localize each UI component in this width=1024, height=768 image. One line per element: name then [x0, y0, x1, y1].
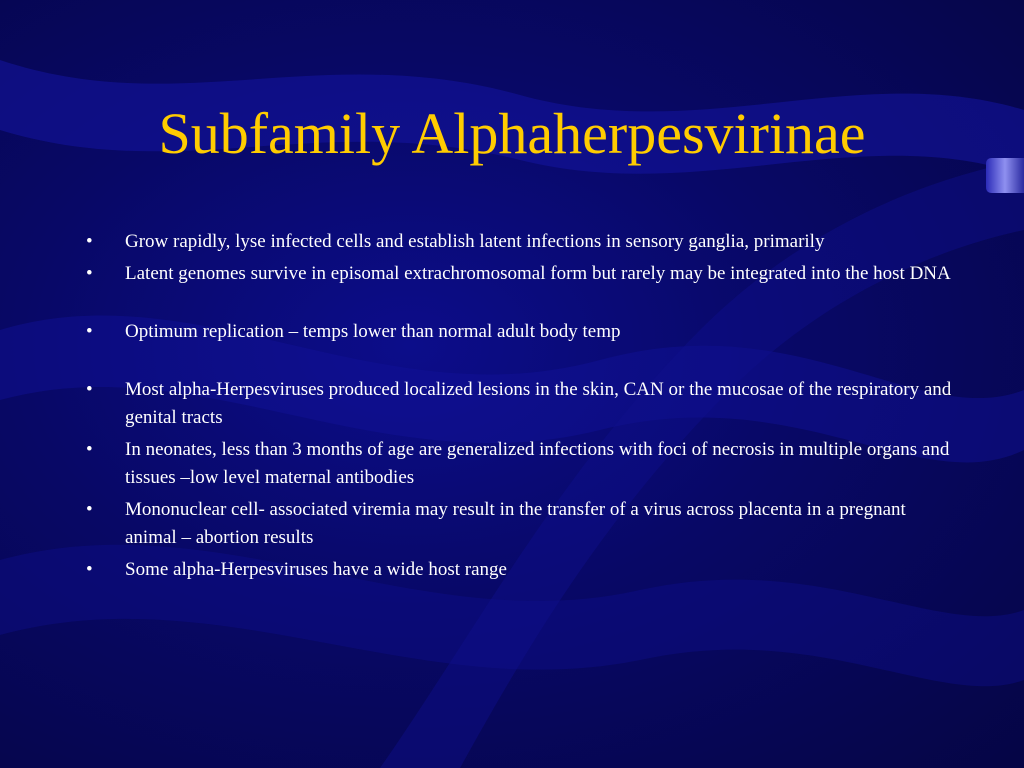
- bullet-marker: •: [86, 559, 93, 580]
- bullet-item: [82, 260, 952, 288]
- bullet-text: In neonates, less than 3 months of age are generalized infections with foci of necrosis in multiple organs and tissues –low level maternal antibodies: [125, 439, 950, 488]
- bullet-item: [82, 376, 952, 432]
- bullet-text: Grow rapidly, lyse infected cells and establish latent infections in sensory ganglia, primarily: [125, 231, 825, 252]
- bullet-item: [82, 228, 952, 256]
- bullet-marker: •: [86, 321, 93, 342]
- bullet-text: Most alpha-Herpesviruses produced localized lesions in the skin, CAN or the mucosae of the respiratory and genital tracts: [125, 379, 952, 428]
- bullet-list: [82, 228, 952, 588]
- bullet-marker: •: [86, 231, 93, 252]
- bullet-text: Some alpha-Herpesviruses have a wide host range: [125, 559, 507, 580]
- bullet-item: [82, 556, 952, 584]
- bullet-text: Latent genomes survive in episomal extrachromosomal form but rarely may be integrated into the host DNA: [125, 263, 951, 284]
- bullet-marker: •: [86, 263, 93, 284]
- bullet-marker: •: [86, 379, 93, 400]
- bullet-item: [82, 436, 952, 492]
- bullet-item: [82, 318, 952, 346]
- slide-title: Subfamily Alphaherpesvirinae: [158, 101, 866, 166]
- bullet-item: [82, 496, 952, 552]
- bullet-marker: •: [86, 439, 93, 460]
- bullet-text: Optimum replication – temps lower than normal adult body temp: [125, 321, 621, 342]
- bullet-marker: •: [86, 499, 93, 520]
- bullet-text: Mononuclear cell- associated viremia may result in the transfer of a virus across placenta in a pregnant animal – abortion results: [125, 499, 906, 548]
